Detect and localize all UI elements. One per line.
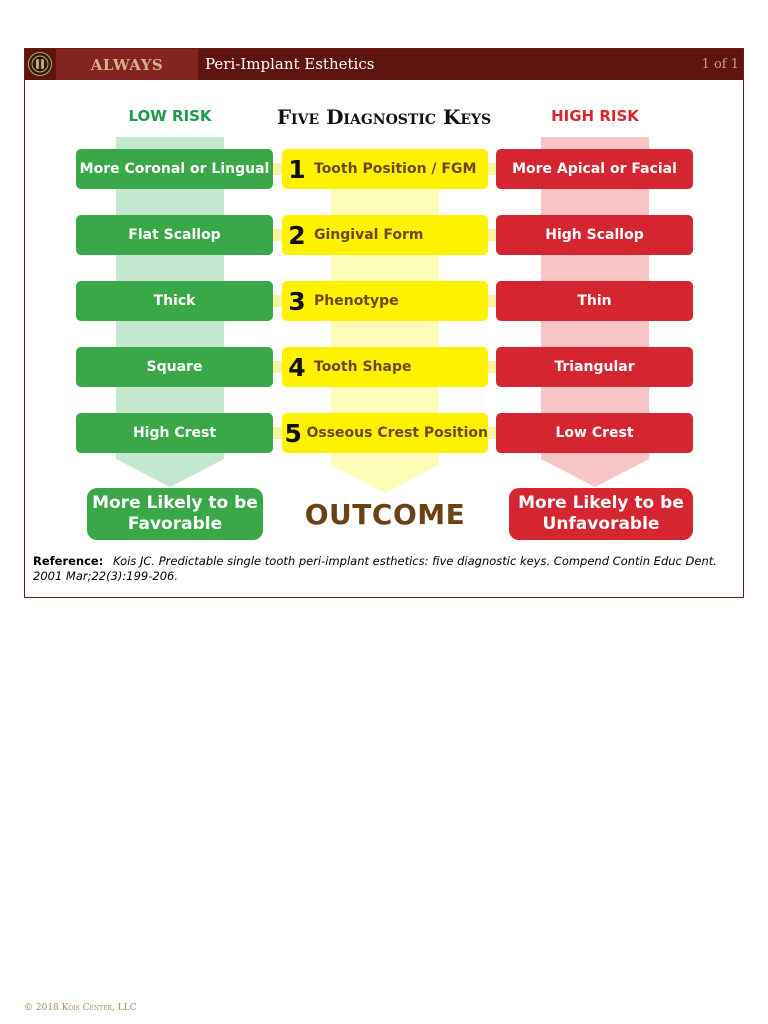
key-label: Phenotype [314, 293, 399, 309]
row-connector-right [488, 427, 496, 439]
key-label: Tooth Shape [314, 359, 412, 375]
row-connector-left [273, 295, 282, 307]
high-risk-item: More Apical or Facial [496, 149, 693, 189]
brand-label: ALWAYS [56, 49, 198, 80]
favorable-outcome: More Likely to be Favorable [87, 488, 263, 540]
header-title: Peri-Implant Esthetics [205, 55, 375, 73]
row-connector-right [488, 163, 496, 175]
high-risk-item: Thin [496, 281, 693, 321]
key-label: Osseous Crest Position [306, 425, 488, 441]
diagnostic-key-item [282, 149, 488, 189]
low-risk-item: More Coronal or Lingual [76, 149, 273, 189]
key-number: 1 [288, 154, 306, 184]
key-label: Gingival Form [314, 227, 424, 243]
high-risk-item: Triangular [496, 347, 693, 387]
diagnostic-key-item [282, 281, 488, 321]
low-risk-item: Square [76, 347, 273, 387]
row-connector-left [273, 427, 282, 439]
key-label: Tooth Position / FGM [314, 161, 477, 177]
diagnostic-key-item [282, 413, 488, 453]
outcome-label: OUTCOME [304, 498, 466, 531]
row-connector-right [488, 361, 496, 373]
key-number: 5 [284, 418, 302, 448]
low-risk-item: Thick [76, 281, 273, 321]
copyright-footer: © 2018 Kois Center, LLC [24, 1003, 137, 1013]
key-number: 3 [288, 286, 306, 316]
row-connector-right [488, 295, 496, 307]
diagnostic-key-item [282, 347, 488, 387]
diagnostic-key-item [282, 215, 488, 255]
key-number: 4 [288, 352, 306, 382]
high-risk-heading: HIGH RISK [551, 107, 639, 125]
row-connector-left [273, 229, 282, 241]
unfavorable-outcome: More Likely to be Unfavorable [509, 488, 693, 540]
row-connector-left [273, 163, 282, 175]
page-indicator: 1 of 1 [701, 57, 739, 72]
high-risk-item: Low Crest [496, 413, 693, 453]
row-connector-left [273, 361, 282, 373]
low-risk-heading: LOW RISK [128, 107, 212, 125]
kois-seal-icon [28, 52, 52, 76]
high-risk-item: High Scallop [496, 215, 693, 255]
row-connector-right [488, 229, 496, 241]
diagnostic-card [24, 48, 744, 598]
header-bar [25, 49, 743, 80]
low-risk-item: High Crest [76, 413, 273, 453]
reference-label: Reference: [33, 554, 104, 568]
reference-text: Kois JC. Predictable single tooth peri-implant esthetics: five diagnostic keys. Compend Contin Educ Dent. 2001 Mar;22(3):199-206. [33, 554, 717, 583]
low-risk-item: Flat Scallop [76, 215, 273, 255]
main-title: Five Diagnostic Keys [276, 105, 492, 129]
reference-citation [33, 554, 733, 584]
key-number: 2 [288, 220, 306, 250]
